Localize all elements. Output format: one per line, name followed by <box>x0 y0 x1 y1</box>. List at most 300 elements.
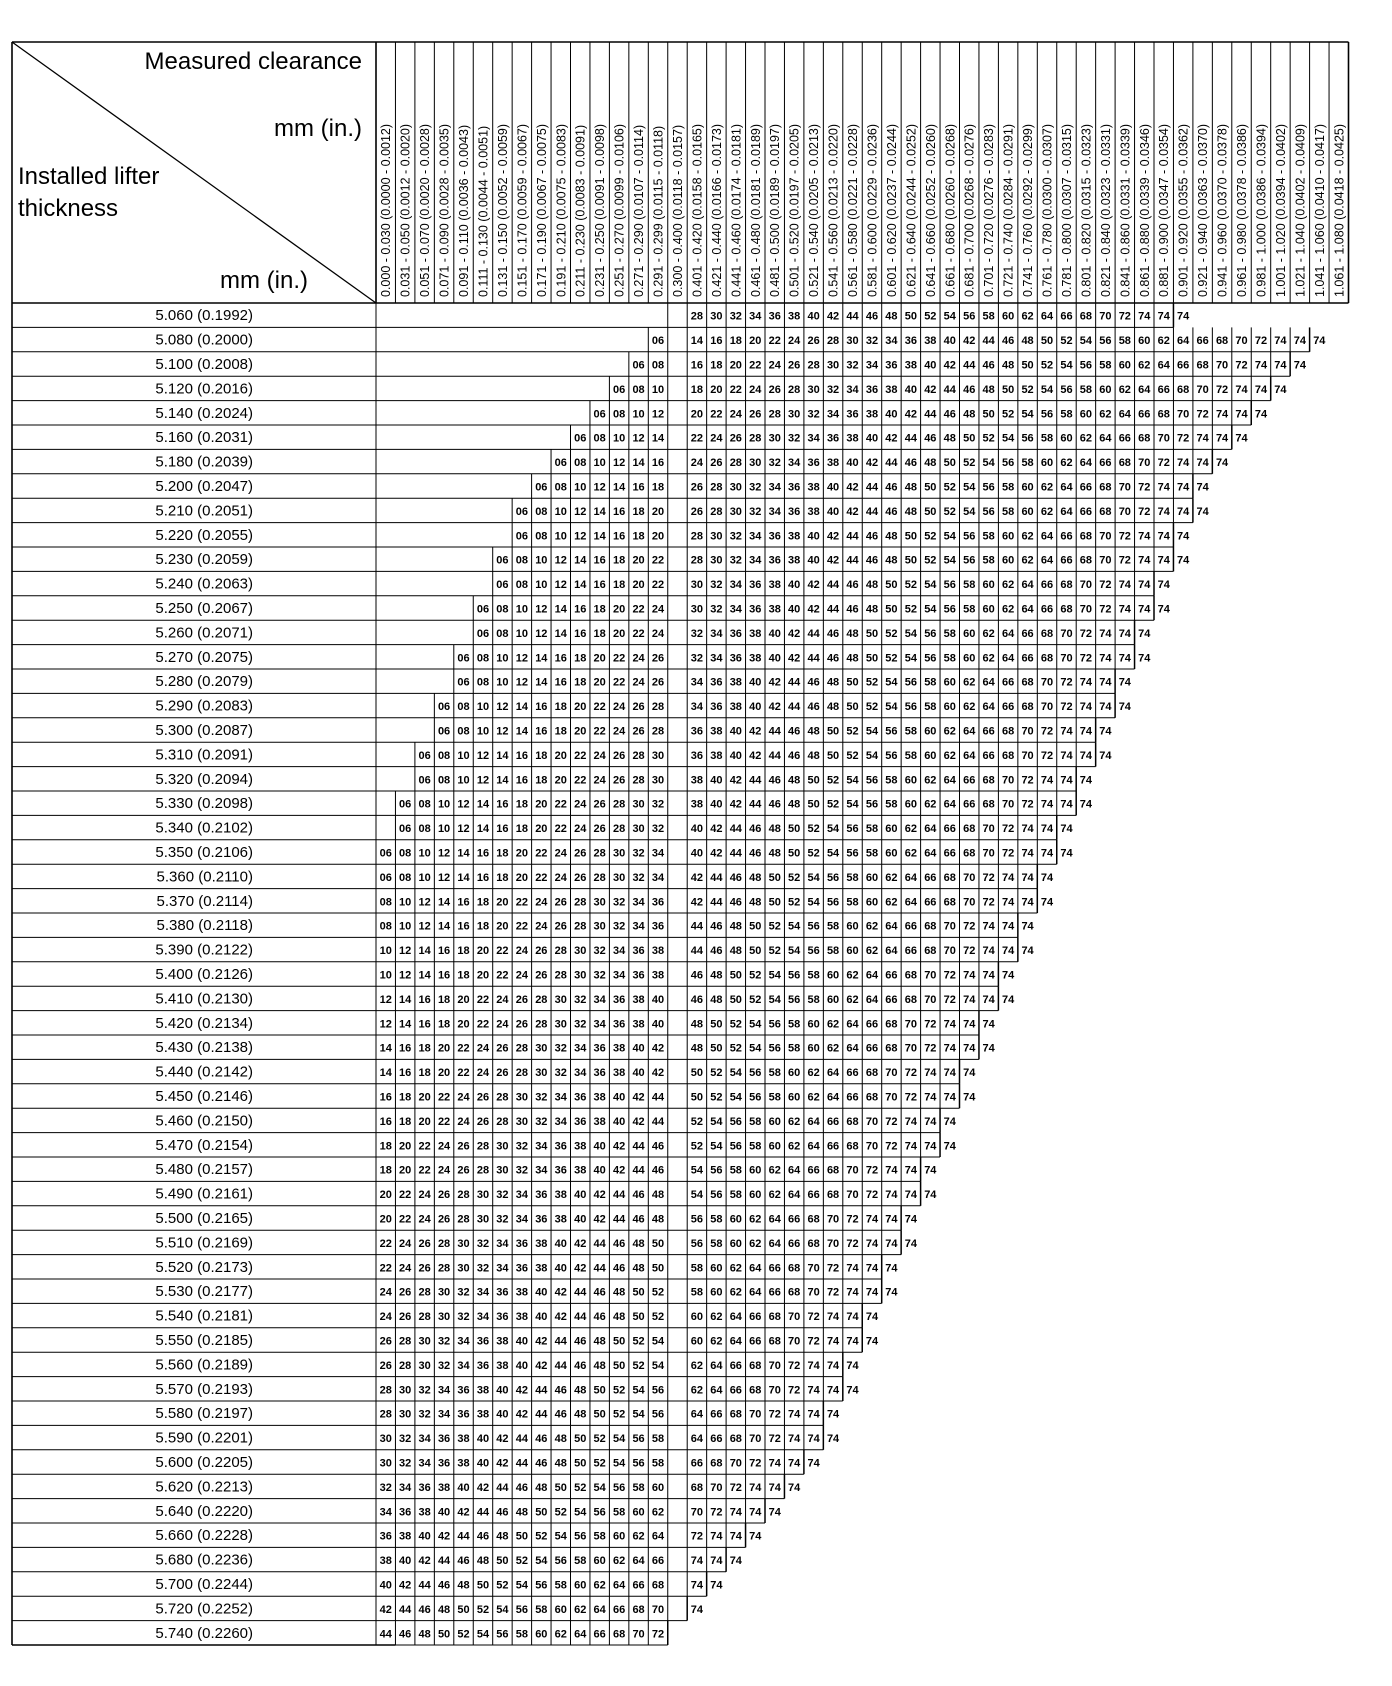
table-cell: 50 <box>476 1579 490 1592</box>
table-cell: 46 <box>476 1530 490 1543</box>
table-cell: 40 <box>574 1189 587 1202</box>
table-cell: 44 <box>437 1555 451 1568</box>
table-cell: 20 <box>729 359 742 372</box>
table-cell: 28 <box>496 1115 509 1128</box>
table-cell: 28 <box>515 1067 528 1080</box>
table-cell: 66 <box>924 896 937 909</box>
table-cell: 28 <box>379 1408 392 1421</box>
table-cell: 74 <box>865 1335 879 1348</box>
table-cell: 48 <box>613 1286 626 1299</box>
table-cell: 30 <box>399 1408 412 1421</box>
table-cell: 74 <box>1002 871 1015 884</box>
table-cell: 74 <box>1254 383 1268 396</box>
table-cell: 44 <box>418 1579 431 1592</box>
table-cell: 42 <box>710 823 723 836</box>
table-cell: 42 <box>885 432 898 445</box>
table-cell: 64 <box>943 798 956 811</box>
table-cell: 22 <box>457 1067 470 1080</box>
table-cell: 48 <box>982 383 995 396</box>
table-cell: 52 <box>593 1433 606 1446</box>
table-cell: 74 <box>963 1018 976 1031</box>
table-cell: 40 <box>768 627 781 640</box>
table-cell: 66 <box>982 725 995 738</box>
table-cell: 46 <box>593 1286 606 1299</box>
table-cell: 62 <box>710 1335 723 1348</box>
table-cell: 42 <box>865 457 879 470</box>
table-cell: 24 <box>476 1042 490 1055</box>
table-cell: 06 <box>418 774 431 787</box>
table-cell: 36 <box>554 1140 567 1153</box>
table-cell: 52 <box>768 920 781 933</box>
table-cell: 24 <box>768 359 781 372</box>
table-cell: 66 <box>749 1335 762 1348</box>
table-cell: 74 <box>924 1067 937 1080</box>
table-cell: 68 <box>1157 408 1170 421</box>
table-cell: 48 <box>651 1213 665 1226</box>
table-cell: 50 <box>826 725 840 738</box>
table-cell: 42 <box>690 871 704 884</box>
table-cell: 32 <box>593 969 606 982</box>
table-cell: 72 <box>690 1530 704 1543</box>
table-cell: 64 <box>1040 554 1054 567</box>
table-cell: 38 <box>613 1067 626 1080</box>
table-cell: 40 <box>651 1018 665 1031</box>
table-cell: 74 <box>1079 774 1093 787</box>
table-cell: 74 <box>788 1481 801 1494</box>
table-cell: 46 <box>729 871 742 884</box>
table-cell: 72 <box>1060 701 1073 714</box>
row-label: 5.560 (0.2189) <box>155 1356 253 1374</box>
table-cell: 40 <box>496 1408 509 1421</box>
table-cell: 06 <box>457 676 470 689</box>
table-cell: 60 <box>982 603 995 616</box>
table-cell: 40 <box>943 335 956 348</box>
table-cell: 38 <box>710 749 723 762</box>
table-cell: 54 <box>924 579 937 592</box>
table-cell: 52 <box>846 749 859 762</box>
table-cell: 66 <box>1157 383 1170 396</box>
table-cell: 62 <box>768 1164 781 1177</box>
table-cell: 68 <box>1021 676 1034 689</box>
column-header: 0.171 - 0.190 (0.0067 - 0.0075) <box>534 123 549 297</box>
table-cell: 08 <box>379 896 392 909</box>
table-cell: 52 <box>535 1530 548 1543</box>
table-cell: 72 <box>963 945 976 958</box>
table-cell: 58 <box>963 603 976 616</box>
table-cell: 62 <box>788 1140 801 1153</box>
table-cell: 38 <box>399 1530 412 1543</box>
row-label: 5.640 (0.2220) <box>155 1502 253 1520</box>
table-cell: 06 <box>574 432 587 445</box>
table-cell: 42 <box>418 1555 431 1568</box>
table-cell: 26 <box>651 652 665 665</box>
table-cell: 68 <box>826 1189 840 1202</box>
table-cell: 20 <box>613 603 626 616</box>
table-cell: 46 <box>807 701 820 714</box>
table-cell: 50 <box>613 1335 626 1348</box>
column-header: 0.921 - 0.940 (0.0363 - 0.0370) <box>1196 123 1211 297</box>
table-cell: 52 <box>1060 335 1073 348</box>
table-cell: 36 <box>749 579 762 592</box>
table-cell: 74 <box>1196 457 1209 470</box>
table-cell: 62 <box>1040 505 1054 518</box>
table-cell: 06 <box>379 847 392 860</box>
table-cell: 74 <box>904 1115 917 1128</box>
table-cell: 70 <box>1040 676 1054 689</box>
table-cell: 66 <box>807 1189 820 1202</box>
table-cell: 60 <box>1021 505 1034 518</box>
table-cell: 38 <box>554 1189 567 1202</box>
table-cell: 44 <box>496 1481 509 1494</box>
table-cell: 14 <box>632 457 645 470</box>
table-cell: 16 <box>710 335 723 348</box>
table-cell: 12 <box>554 554 567 567</box>
table-cell: 06 <box>379 871 392 884</box>
table-cell: 72 <box>943 993 956 1006</box>
table-cell: 74 <box>1118 701 1131 714</box>
row-label: 5.440 (0.2142) <box>155 1063 253 1081</box>
table-cell: 12 <box>613 457 626 470</box>
table-cell: 38 <box>749 627 762 640</box>
table-cell: 74 <box>1138 603 1151 616</box>
table-cell: 18 <box>418 1042 431 1055</box>
table-cell: 60 <box>846 945 859 958</box>
table-cell: 14 <box>399 993 412 1006</box>
table-cell: 26 <box>457 1164 470 1177</box>
table-cell: 26 <box>807 335 820 348</box>
table-cell: 52 <box>826 774 840 787</box>
table-cell: 32 <box>399 1433 412 1446</box>
table-cell: 08 <box>496 603 509 616</box>
table-cell: 68 <box>768 1311 781 1324</box>
table-cell: 56 <box>768 1018 781 1031</box>
table-cell: 26 <box>554 920 567 933</box>
table-cell: 10 <box>651 383 665 396</box>
table-cell: 48 <box>826 701 840 714</box>
table-cell: 36 <box>437 1457 451 1470</box>
table-cell: 28 <box>749 432 762 445</box>
table-cell: 40 <box>593 1164 606 1177</box>
table-cell: 56 <box>1040 408 1054 421</box>
table-cell: 46 <box>418 1603 431 1616</box>
table-cell: 30 <box>437 1286 451 1299</box>
table-cell: 10 <box>496 676 509 689</box>
table-cell: 70 <box>788 1335 801 1348</box>
table-cell: 22 <box>379 1237 392 1250</box>
row-label: 5.140 (0.2024) <box>155 404 253 422</box>
table-cell: 46 <box>846 579 859 592</box>
table-cell: 60 <box>768 1140 781 1153</box>
table-cell: 66 <box>632 1579 645 1592</box>
table-cell: 28 <box>437 1262 451 1275</box>
table-cell: 38 <box>535 1262 548 1275</box>
table-cell: 74 <box>1215 408 1229 421</box>
table-cell: 48 <box>846 652 859 665</box>
table-cell: 32 <box>826 383 840 396</box>
table-cell: 32 <box>807 408 820 421</box>
column-header: 0.031 - 0.050 (0.0012 - 0.0020) <box>398 123 413 297</box>
table-cell: 74 <box>1254 359 1268 372</box>
table-cell: 36 <box>846 408 859 421</box>
table-cell: 14 <box>515 701 528 714</box>
table-cell: 24 <box>710 432 723 445</box>
table-cell: 66 <box>943 847 956 860</box>
table-cell: 14 <box>476 823 490 836</box>
table-cell: 12 <box>476 749 490 762</box>
table-cell: 70 <box>749 1433 762 1446</box>
table-cell: 32 <box>632 847 645 860</box>
table-cell: 62 <box>1099 408 1112 421</box>
table-cell: 14 <box>593 505 606 518</box>
table-cell: 60 <box>904 798 917 811</box>
table-cell: 26 <box>418 1262 431 1275</box>
column-header: 1.041 - 1.060 (0.0410 - 0.0417) <box>1312 123 1327 297</box>
table-cell: 64 <box>943 774 956 787</box>
table-cell: 08 <box>418 823 431 836</box>
table-cell: 46 <box>613 1237 626 1250</box>
table-cell: 34 <box>535 1140 548 1153</box>
table-cell: 74 <box>865 1286 879 1299</box>
table-cell: 24 <box>554 871 567 884</box>
table-cell: 74 <box>1021 945 1034 958</box>
table-cell: 56 <box>710 1164 723 1177</box>
table-cell: 54 <box>710 1115 723 1128</box>
table-cell: 48 <box>574 1408 587 1421</box>
row-label: 5.340 (0.2102) <box>155 819 253 837</box>
table-cell: 58 <box>807 969 820 982</box>
table-cell: 26 <box>690 505 704 518</box>
table-cell: 42 <box>768 701 781 714</box>
table-cell: 68 <box>1138 432 1151 445</box>
table-cell: 72 <box>885 1115 898 1128</box>
table-cell: 52 <box>768 945 781 958</box>
table-cell: 48 <box>651 1189 665 1202</box>
table-cell: 70 <box>943 945 956 958</box>
table-cell: 44 <box>554 1335 567 1348</box>
column-header: 0.641 - 0.660 (0.0252 - 0.0260) <box>923 123 938 297</box>
table-cell: 68 <box>846 1115 859 1128</box>
table-cell: 74 <box>1021 847 1034 860</box>
table-cell: 54 <box>496 1603 509 1616</box>
table-cell: 74 <box>788 1433 801 1446</box>
table-cell: 06 <box>632 359 645 372</box>
table-cell: 56 <box>826 896 840 909</box>
table-cell: 74 <box>943 1018 956 1031</box>
table-cell: 32 <box>690 627 704 640</box>
table-cell: 60 <box>963 627 976 640</box>
table-cell: 40 <box>651 993 665 1006</box>
table-cell: 70 <box>826 1213 840 1226</box>
column-header: 0.861 - 0.880 (0.0339 - 0.0346) <box>1137 123 1152 297</box>
table-cell: 30 <box>437 1311 451 1324</box>
table-cell: 70 <box>788 1311 801 1324</box>
table-cells <box>380 311 1327 1641</box>
table-cell: 28 <box>593 871 606 884</box>
table-cell: 52 <box>593 1457 606 1470</box>
table-cell: 72 <box>1099 579 1112 592</box>
table-cell: 66 <box>1002 676 1015 689</box>
table-cell: 18 <box>496 847 509 860</box>
table-cell: 74 <box>1157 505 1170 518</box>
table-cell: 50 <box>515 1530 528 1543</box>
table-cell: 60 <box>943 701 956 714</box>
table-cell: 58 <box>515 1628 528 1641</box>
table-cell: 18 <box>613 554 626 567</box>
table-cell: 34 <box>807 432 820 445</box>
table-cell: 64 <box>632 1555 645 1568</box>
table-cell: 36 <box>476 1359 490 1372</box>
table-cell: 32 <box>574 1018 587 1031</box>
table-cell: 52 <box>924 310 937 323</box>
table-cell: 42 <box>788 652 801 665</box>
row-label: 5.540 (0.2181) <box>155 1307 253 1325</box>
table-cell: 66 <box>613 1603 626 1616</box>
table-cell: 06 <box>399 798 412 811</box>
table-cell: 24 <box>496 1018 509 1031</box>
table-cell: 40 <box>729 749 742 762</box>
table-cell: 64 <box>904 896 917 909</box>
table-cell: 34 <box>690 676 704 689</box>
table-cell: 48 <box>554 1457 567 1470</box>
column-header: 0.091 - 0.110 (0.0036 - 0.0043) <box>457 124 472 297</box>
table-cell: 52 <box>729 1042 742 1055</box>
table-cell: 46 <box>846 603 859 616</box>
table-cell: 38 <box>788 530 801 543</box>
table-cell: 72 <box>865 1189 879 1202</box>
table-cell: 22 <box>593 725 606 738</box>
table-cell: 70 <box>846 1189 859 1202</box>
table-cell: 60 <box>651 1481 665 1494</box>
table-cell: 12 <box>632 432 645 445</box>
table-cell: 20 <box>613 627 626 640</box>
table-cell: 30 <box>710 530 723 543</box>
table-cell: 30 <box>613 871 626 884</box>
table-cell: 58 <box>1099 359 1112 372</box>
table-cell: 34 <box>574 1042 587 1055</box>
table-cell: 38 <box>554 1213 567 1226</box>
table-cell: 62 <box>904 847 917 860</box>
table-cell: 08 <box>437 749 451 762</box>
table-cell: 18 <box>690 383 704 396</box>
table-cell: 18 <box>437 993 451 1006</box>
table-cell: 48 <box>574 1384 587 1397</box>
table-cell: 62 <box>943 725 956 738</box>
table-cell: 68 <box>651 1579 665 1592</box>
table-cell: 40 <box>554 1262 567 1275</box>
table-cell: 54 <box>865 749 879 762</box>
table-cell: 06 <box>496 554 509 567</box>
table-cell: 20 <box>651 505 665 518</box>
table-cell: 40 <box>476 1457 490 1470</box>
table-cell: 68 <box>807 1237 820 1250</box>
table-cell: 46 <box>574 1335 587 1348</box>
table-cell: 36 <box>632 969 645 982</box>
table-cell: 74 <box>749 1530 762 1543</box>
table-cell: 44 <box>826 579 840 592</box>
table-cell: 52 <box>943 481 956 494</box>
table-cell: 48 <box>418 1628 431 1641</box>
table-cell: 74 <box>924 1140 937 1153</box>
table-cell: 14 <box>379 1067 392 1080</box>
table-cell: 12 <box>418 896 431 909</box>
table-cell: 36 <box>788 481 801 494</box>
column-header: 0.111 - 0.130 (0.0044 - 0.0051) <box>476 125 491 297</box>
table-cell: 70 <box>982 847 995 860</box>
table-cell: 32 <box>710 603 723 616</box>
table-cell: 72 <box>1215 383 1229 396</box>
table-cell: 34 <box>826 408 840 421</box>
table-cell: 64 <box>788 1164 801 1177</box>
table-cell: 08 <box>574 457 587 470</box>
table-cell: 58 <box>1040 432 1054 445</box>
table-cell: 50 <box>749 945 762 958</box>
table-cell: 22 <box>593 701 606 714</box>
table-cell: 30 <box>554 993 567 1006</box>
table-cell: 38 <box>496 1359 509 1372</box>
table-cell: 40 <box>749 676 762 689</box>
table-cell: 34 <box>768 505 781 518</box>
table-cell: 44 <box>749 774 762 787</box>
table-cell: 32 <box>496 1213 509 1226</box>
table-cell: 66 <box>826 1140 840 1153</box>
table-cell: 50 <box>924 481 937 494</box>
table-cell: 74 <box>690 1555 704 1568</box>
table-cell: 44 <box>749 798 762 811</box>
table-cell: 72 <box>1157 457 1170 470</box>
table-cell: 44 <box>399 1603 412 1616</box>
table-cell: 38 <box>807 481 820 494</box>
table-cell: 36 <box>399 1506 412 1519</box>
table-cell: 48 <box>690 1042 704 1055</box>
table-cell: 60 <box>865 871 879 884</box>
table-cell: 74 <box>1099 701 1112 714</box>
table-cell: 60 <box>924 725 937 738</box>
table-cell: 74 <box>1040 823 1054 836</box>
table-cell: 60 <box>1079 408 1093 421</box>
table-cell: 10 <box>437 798 451 811</box>
table-cell: 16 <box>476 871 490 884</box>
table-cell: 18 <box>729 335 742 348</box>
table-cell: 12 <box>535 603 548 616</box>
table-cell: 60 <box>1099 383 1112 396</box>
table-cell: 08 <box>418 798 431 811</box>
table-cell: 18 <box>437 1018 451 1031</box>
table-cell: 38 <box>496 1335 509 1348</box>
table-cell: 22 <box>399 1213 412 1226</box>
table-cell: 64 <box>1040 310 1054 323</box>
table-cell: 62 <box>1002 603 1015 616</box>
table-cell: 74 <box>904 1189 917 1202</box>
table-cell: 70 <box>1138 457 1151 470</box>
column-header: 0.000 - 0.030 (0.0000 - 0.0012) <box>379 123 394 297</box>
table-cell: 24 <box>418 1213 431 1226</box>
table-cell: 68 <box>885 1018 898 1031</box>
table-cell: 70 <box>865 1115 879 1128</box>
table-cell: 54 <box>846 774 859 787</box>
table-cell: 44 <box>885 457 898 470</box>
table-cell: 58 <box>943 627 956 640</box>
table-cell: 30 <box>632 823 645 836</box>
table-cell: 42 <box>729 798 742 811</box>
table-cell: 58 <box>807 993 820 1006</box>
table-cell: 18 <box>554 725 567 738</box>
table-cell: 40 <box>437 1506 451 1519</box>
table-cell: 30 <box>613 847 626 860</box>
table-cell: 72 <box>749 1457 762 1470</box>
table-cell: 68 <box>924 945 937 958</box>
table-cell: 46 <box>496 1506 509 1519</box>
table-cell: 06 <box>437 701 451 714</box>
